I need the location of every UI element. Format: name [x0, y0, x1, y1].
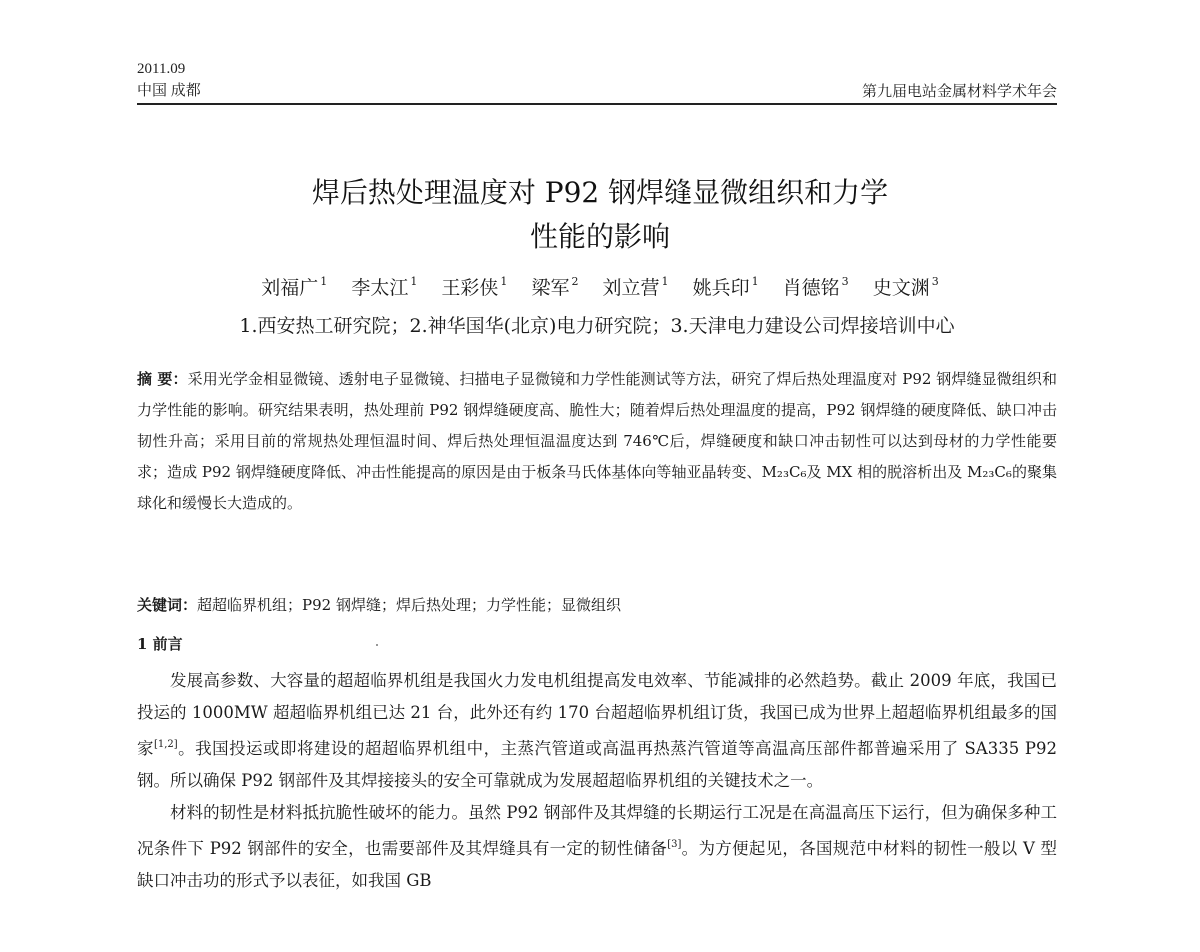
abstract-label: 摘 要： [137, 370, 188, 388]
paragraph-text: 。我国投运或即将建设的超超临界机组中，主蒸汽管道或高温再热蒸汽管道等高温高压部件都普遍采用了 SA335 P92 钢。所以确保 P92 钢部件及其焊接接头的安全可靠就成为发展超超临界机组的关键技术之一。 [137, 739, 1058, 790]
author-name: 梁军 [531, 277, 570, 299]
header-location: 中国 成都 [137, 83, 201, 99]
citation[interactable]: [1,2] [153, 739, 178, 750]
author-list [150, 268, 1050, 302]
author-name: 王彩侠 [441, 277, 499, 299]
paragraph [137, 665, 1057, 797]
author-affiliation-mark: 1 [320, 275, 328, 288]
author-name: 刘立营 [602, 277, 660, 299]
affiliations: 1.西安热工研究院；2.神华国华(北京)电力研究院；3.天津电力建设公司焊接培训中心 [239, 315, 955, 337]
citation[interactable]: [3] [667, 839, 682, 850]
paragraph [137, 797, 1057, 897]
author [783, 268, 849, 302]
author-affiliation-mark: 1 [751, 275, 759, 288]
author-affiliation-mark: 1 [661, 275, 669, 288]
author [351, 268, 417, 302]
section-heading: 1 前言 [137, 635, 183, 653]
author-affiliation-mark: 3 [841, 275, 849, 288]
title-line-1: 焊后热处理温度对 P92 钢焊缝显微组织和力学 [311, 176, 889, 209]
keywords-label: 关键词： [137, 596, 198, 614]
body-text [137, 665, 1057, 897]
header-date: 2011.09 [137, 61, 186, 77]
author-name: 姚兵印 [692, 277, 750, 299]
scan-speck [376, 644, 378, 646]
paper-title [150, 171, 1050, 259]
author-affiliation-mark: 3 [931, 275, 939, 288]
author-name: 刘福广 [261, 277, 319, 299]
header-conference: 第九届电站金属材料学术年会 [861, 82, 1057, 100]
author [603, 268, 669, 302]
keywords-text: 超超临界机组；P92 钢焊缝；焊后热处理；力学性能；显微组织 [197, 596, 621, 614]
keywords [137, 590, 1057, 620]
paragraph-text: 发展高参数、大容量的超超临界机组是我国火力发电机组提高发电效率、节能减排的必然趋势。截止 2009 年底，我国已投运的 1000MW 超超临界机组已达 21 台，此外还有约 170 台超超临界机组订货，我国已成为世界上超超临界机组最多的国家 [137, 671, 1057, 758]
author-affiliation-mark: 1 [410, 275, 418, 288]
author-name: 肖德铭 [782, 277, 840, 299]
header-left [137, 58, 201, 102]
abstract [137, 364, 1057, 519]
author-affiliation-mark: 2 [571, 275, 579, 288]
author [873, 268, 939, 302]
author [693, 268, 759, 302]
author-name: 李太江 [351, 277, 409, 299]
author [261, 268, 327, 302]
author-affiliation-mark: 1 [500, 275, 508, 288]
paragraph-text: 材料的韧性是材料抵抗脆性破坏的能力。虽然 P92 钢部件及其焊缝的长期运行工况是在高温高压下运行，但为确保多种工况条件下 P92 钢部件的安全，也需要部件及其焊缝具有一定的韧性储备 [137, 803, 1057, 858]
header-rule [137, 103, 1057, 105]
author-name: 史文渊 [872, 277, 930, 299]
abstract-text: 采用光学金相显微镜、透射电子显微镜、扫描电子显微镜和力学性能测试等方法，研究了焊后热处理温度对 P92 钢焊缝显微组织和力学性能的影响。研究结果表明，热处理前 P92 钢焊缝硬度高、脆性大；随着焊后热处理温度的提高，P92 钢焊缝的硬度降低、缺口冲击韧性升高；采用目前的常规热处理恒温时间、焊后热处理恒温温度达到 746℃后，焊缝硬度和缺口冲击韧性可以达到母材的力学性能要求；造成 P92 钢焊缝硬度降低、冲击性能提高的原因是由于板条马氏体基体向等轴亚晶转变、M₂₃C₆及 MX 相的脱溶析出及 M₂₃C₆的聚集球化和缓慢长大造成的。 [137, 370, 1057, 512]
paragraph-text: 。为方便起见，各国规范中材料的韧性一般以 V 型缺口冲击功的形式予以表征，如我国 GB [137, 839, 1058, 890]
author [441, 268, 507, 302]
author [531, 268, 578, 302]
title-line-2: 性能的影响 [529, 220, 670, 253]
